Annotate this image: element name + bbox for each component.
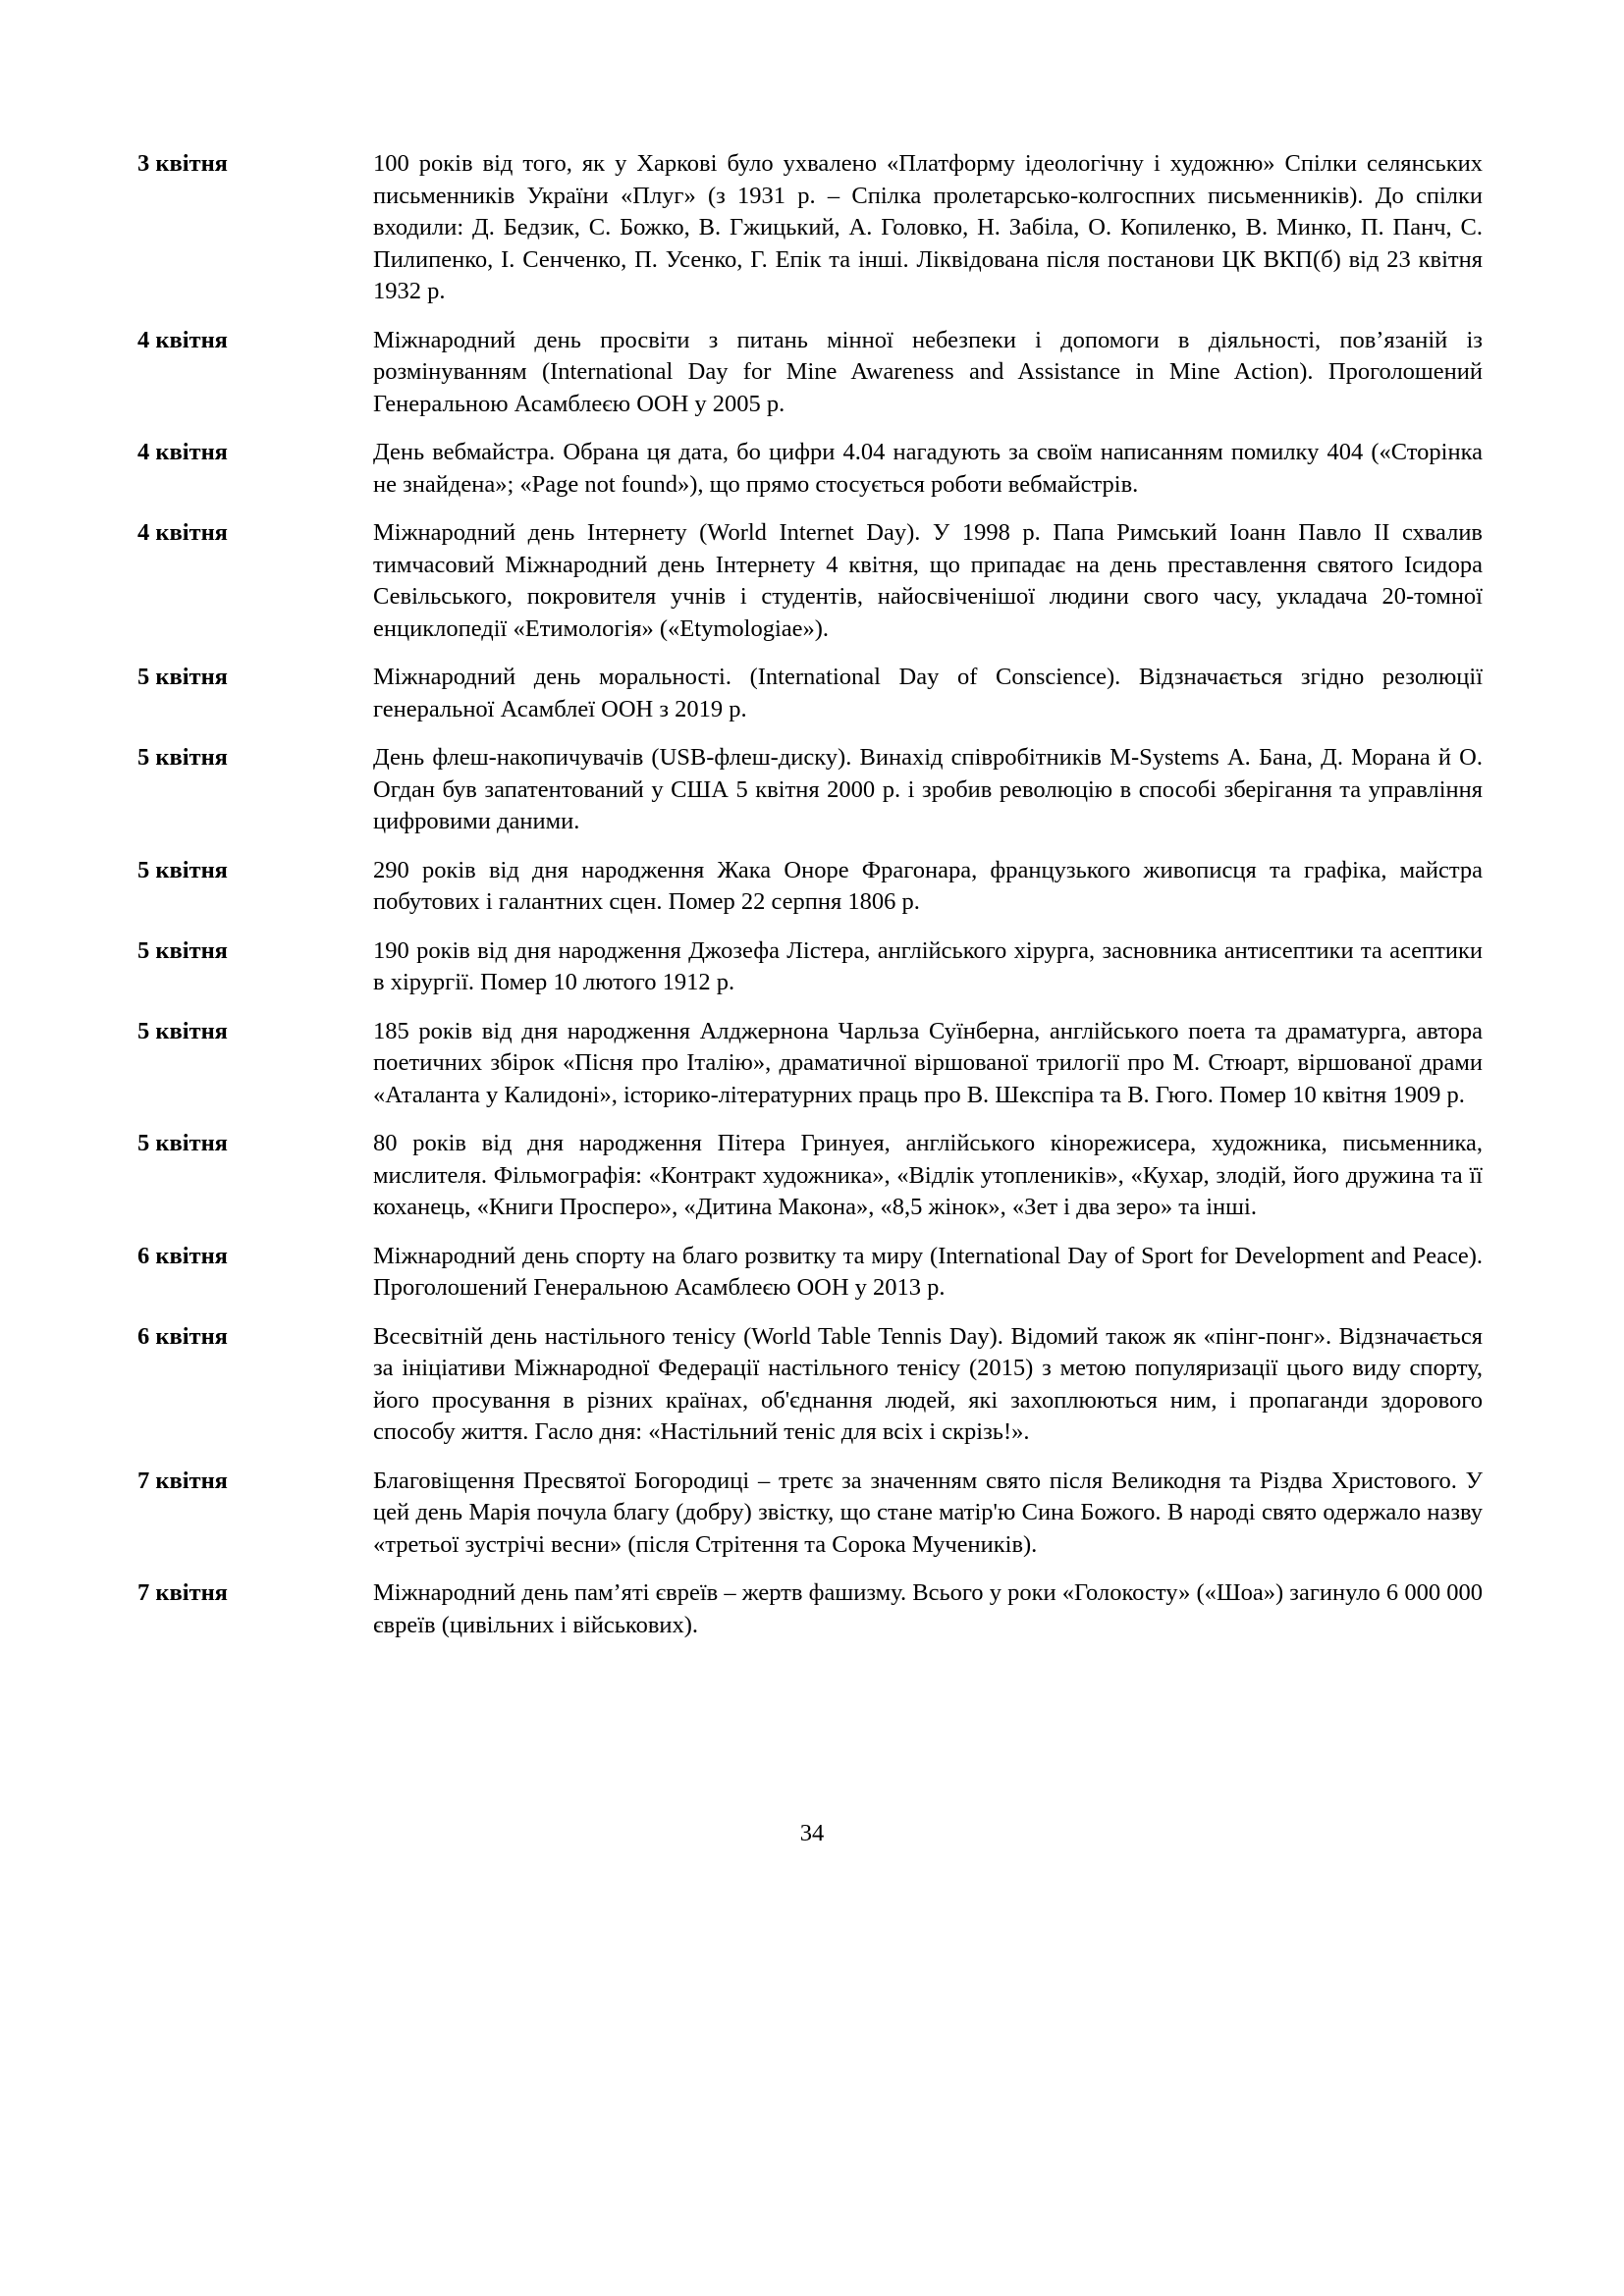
entry-description: Благовіщення Пресвятої Богородиці – третє за значенням свято після Великодня та Різдва Христового. У цей день Марія почула благу (добру) звістку, що стане матір'ю Сина Божого. В народі свято одержало назву «третьої зустрічі весни» (після Стрітення та Сорока Мучеників). bbox=[373, 1467, 1483, 1558]
entry-description: 185 років від дня народження Алджернона Чарльза Суїнберна, англійського поета та драматурга, автора поетичних збірок «Пісня про Італію», драматичної віршованої трилогії про М. Стюарт, віршованої драми «Аталанта у Калидоні», історико-літературних праць про В. Шекспіра та В. Гюго. Помер 10 квітня 1909 р. bbox=[373, 1017, 1483, 1108]
entry-date: 5 квітня bbox=[137, 1130, 228, 1156]
calendar-entry bbox=[137, 1016, 1483, 1112]
calendar-entry bbox=[137, 1321, 1483, 1449]
entry-date: 5 квітня bbox=[137, 744, 228, 771]
entry-date: 4 квітня bbox=[137, 326, 228, 353]
entry-date: 3 квітня bbox=[137, 150, 228, 177]
entry-date: 5 квітня bbox=[137, 1017, 228, 1044]
entry-description: 290 років від дня народження Жака Оноре Фрагонара, французького живописця та графіка, майстра побутових і галантних сцен. Помер 22 серпня 1806 р. bbox=[373, 856, 1483, 915]
entry-date: 5 квітня bbox=[137, 664, 228, 690]
calendar-entry bbox=[137, 935, 1483, 999]
entry-description: 190 років від дня народження Джозефа Лістера, англійського хірурга, засновника антисептики та асептики в хірургії. Помер 10 лютого 1912 р. bbox=[373, 936, 1483, 995]
calendar-entry bbox=[137, 855, 1483, 919]
entry-description: День флеш-накопичувачів (USB-флеш-диску). Винахід співробітників M-Systems А. Бана, Д. Морана й О. Огдан був запатентований у США 5 квітня 2000 р. і зробив революцію в способі зберігання та управління цифровими даними. bbox=[373, 744, 1483, 834]
calendar-entry bbox=[137, 1466, 1483, 1562]
entry-description: Міжнародний день Інтернету (World Internet Day). У 1998 р. Папа Римський Іоанн Павло ІІ схвалив тимчасовий Міжнародний день Інтернету 4 квітня, що припадає на день преставлення святого Ісидора Севільського, покровителя учнів і студентів, найосвіченішої людини свого часу, укладача 20-томної енциклопедії «Етимологія» («Etymologiae»). bbox=[373, 519, 1483, 642]
entry-date: 5 квітня bbox=[137, 936, 228, 964]
calendar-entry bbox=[137, 148, 1483, 308]
entry-description: Міжнародний день пам’яті євреїв – жертв фашизму. Всього у роки «Голокосту» («Шоа») загинуло 6 000 000 євреїв (цивільних і військових). bbox=[373, 1579, 1483, 1638]
entry-date: 6 квітня bbox=[137, 1322, 228, 1350]
calendar-entry bbox=[137, 517, 1483, 645]
entry-date: 5 квітня bbox=[137, 856, 228, 883]
entry-date: 7 квітня bbox=[137, 1579, 228, 1606]
entry-description: Міжнародний день спорту на благо розвитку та миру (International Day of Sport for Development and Peace). Проголошений Генеральною Асамблеєю ООН у 2013 р. bbox=[373, 1242, 1483, 1301]
page-number: 34 bbox=[799, 1820, 825, 1846]
calendar-entry bbox=[137, 1241, 1483, 1305]
entry-description: Міжнародний день просвіти з питань мінної небезпеки і допомоги в діяльності, пов’язаній із розмінуванням (International Day for Mine Awareness and Assistance in Mine Action). Проголошений Генеральною Асамблеєю ООН у 2005 р. bbox=[373, 326, 1483, 417]
entry-description: Міжнародний день моральності. (International Day of Conscience). Відзначається згідно резолюції генеральної Асамблеї ООН з 2019 р. bbox=[373, 664, 1483, 722]
entry-description: День вебмайстра. Обрана ця дата, бо цифри 4.04 нагадують за своїм написанням помилку 404 («Сторінка не знайдена»; «Page not found»), що прямо стосується роботи вебмайстрів. bbox=[373, 439, 1483, 498]
calendar-entry bbox=[137, 1577, 1483, 1641]
entry-date: 7 квітня bbox=[137, 1467, 228, 1494]
entry-description: 80 років від дня народження Пітера Гринуея, англійського кінорежисера, художника, письменника, мислителя. Фільмографія: «Контракт художника», «Відлік утоплеників», «Кухар, злодій, його дружина та її коханець, «Книги Просперо», «Дитина Макона», «8,5 жінок», «Зет і два зеро» та інші. bbox=[373, 1130, 1483, 1220]
entry-date: 4 квітня bbox=[137, 439, 228, 465]
entry-description: Всесвітній день настільного тенісу (World Table Tennis Day). Відомий також як «пінг-понг». Відзначається за ініціативи Міжнародної Федерації настільного тенісу (2015) з метою популяризації цього виду спорту, його просування в різних країнах, об'єднання людей, які захоплюються ним, і пропаганди здорового способу життя. Гасло дня: «Настільний теніс для всіх і скрізь!». bbox=[373, 1322, 1483, 1445]
entry-description: 100 років від того, як у Харкові було ухвалено «Платформу ідеологічну і художню» Спілки селянських письменників України «Плуг» (з 1931 р. – Спілка пролетарсько-колгоспних письменників). До спілки входили: Д. Бедзик, С. Божко, В. Гжицький, А. Головко, Н. Забіла, О. Копиленко, В. Минко, П. Панч, С. Пилипенко, І. Сенченко, П. Усенко, Г. Епік та інші. Ліквідована після постанови ЦК ВКП(б) від 23 квітня 1932 р. bbox=[373, 150, 1483, 304]
calendar-entries bbox=[137, 148, 1483, 1658]
entry-date: 4 квітня bbox=[137, 519, 228, 546]
calendar-entry bbox=[137, 437, 1483, 501]
calendar-entry bbox=[137, 1128, 1483, 1224]
calendar-entry bbox=[137, 742, 1483, 838]
calendar-entry bbox=[137, 662, 1483, 725]
entry-date: 6 квітня bbox=[137, 1242, 228, 1269]
calendar-entry bbox=[137, 325, 1483, 421]
